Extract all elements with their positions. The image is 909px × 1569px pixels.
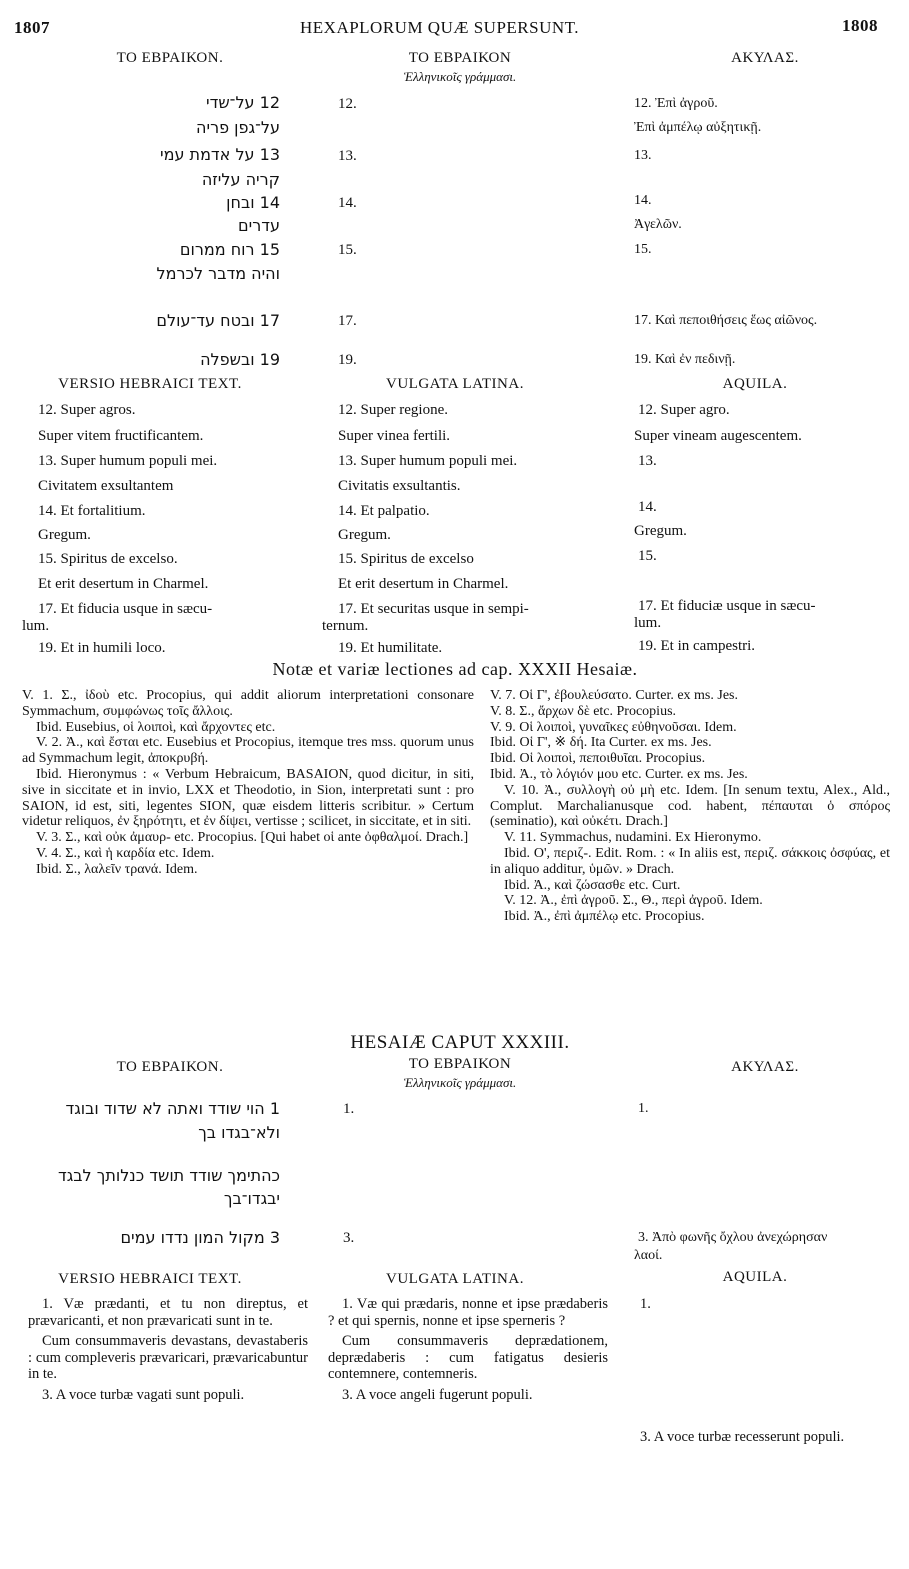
aquila-latin-column: [630, 1296, 898, 1449]
aquila-latin-line: 17. Et fiduciæ usque in sæcu-: [638, 598, 816, 614]
hebrew-line: קריה עליזה: [201, 170, 280, 189]
notes-right-column: [490, 688, 890, 925]
hebrew-line: ולא־בגדו בך: [198, 1123, 280, 1142]
middle-verse-number: 1.: [343, 1101, 355, 1117]
note-paragraph: V. 1. Σ., ἰδοὺ etc. Procopius, qui addit aliorum interpretationi consonare Symmachum, συμφώνως τοῖς ἄλλοις.: [22, 688, 474, 719]
col-subhead-hebrew-greek: Ἑλληνικοῖς γράμμασι.: [403, 69, 517, 84]
note-paragraph: V. 12. Ἀ., ἐπὶ ἀγροῦ. Σ., Θ., περὶ ἀγροῦ. Idem.: [504, 893, 763, 909]
hebrew-line: כהתימך שודד תושד כנלותך לבגד: [57, 1166, 280, 1185]
note-paragraph: Ibid. Οἱ Γ', ※ δή. Ita Curter. ex ms. Jes.: [490, 735, 712, 751]
note-paragraph: V. 2. Ἀ., καὶ ἔσται etc. Eusebius et Procopius, itemque tres mss. quorum unus ad Symmachum legit, ἀποκρυβή.: [22, 735, 474, 767]
col-subhead-hebrew-greek: Ἑλληνικοῖς γράμμασι.: [403, 1075, 517, 1090]
col-head-aquila: ΑΚΥΛΑΣ.: [731, 1059, 799, 1075]
aquila-line: 3. Ἀπὸ φωνῆς ὄχλου ἀνεχώρησαν: [638, 1230, 828, 1245]
vulgata-line: 13. Super humum populi mei.: [338, 453, 518, 469]
versio-line: 12. Super agros.: [38, 402, 136, 418]
note-paragraph: V. 7. Οἱ Γ', ἐβουλεύσατο. Curter. ex ms. Jes.: [490, 688, 738, 703]
col-head-hebrew: ΤΟ ΕΒΡΑΙΚΟΝ.: [116, 1059, 224, 1075]
note-paragraph: Ibid. Ἀ., ἐπὶ ἀμπέλῳ etc. Procopius.: [504, 909, 705, 925]
vulgata-line: 15. Spiritus de excelso: [338, 551, 474, 567]
note-paragraph: V. 10. Ἀ., συλλογὴ οὐ μὴ etc. Idem. [In senum textu, Alex., Ald., Complut. Marchalianusque cod. habent, πέπαυται ὁ σπόρος (seminatio), καὶ οὐκέτι. Drach.]: [490, 782, 890, 830]
notes-left-column: [22, 688, 474, 878]
note-paragraph: Ibid. Οἱ λοιποὶ, πεποιθυῖαι. Procopius.: [490, 751, 706, 767]
versio-line: Gregum.: [38, 527, 91, 543]
hebrew-line: עדרים: [238, 216, 280, 235]
aquila-latin-line: Gregum.: [634, 523, 687, 539]
aquila-latin-line: lum.: [634, 615, 662, 631]
vulgata-line: 19. Et humilitate.: [338, 640, 443, 656]
vulgata-paragraph: 3. A voce angeli fugerunt populi.: [342, 1386, 533, 1403]
vulgata-line: Super vinea fertili.: [338, 428, 451, 444]
hebrew-line: 14 ובחן: [226, 193, 280, 212]
aquila-line: Ἐπὶ ἀμπέλῳ αὐξητικῇ.: [634, 120, 762, 135]
note-paragraph: Ibid. O', περιζ-. Edit. Rom. : « In aliis est, περιζ. σάκκοις ὀσφύας, et in aliquo additur, ὑμῶν. » Drach.: [490, 845, 890, 877]
note-paragraph: Ibid. Ἀ., καὶ ζώσασθε etc. Curt.: [504, 877, 681, 893]
note-paragraph: V. 9. Οἱ λοιποὶ, γυναῖκες εὐθηνοῦσαι. Idem.: [490, 719, 737, 735]
hebrew-line: 3 מקול המון נדדו עמים: [120, 1228, 280, 1247]
note-paragraph: V. 8. Σ., ἄρχων δὲ etc. Procopius.: [490, 703, 677, 719]
hebrew-line: 13 על אדמת עמי: [160, 145, 280, 164]
versio-paragraph: Cum consummaveris devastans, devastaberis : cum compleveris prævaricari, prævaricabuntur in te.: [28, 1333, 308, 1382]
vulgata-line: Civitatis exsultantis.: [338, 478, 461, 494]
chapter-title: HESAIÆ CAPUT XXXIII.: [350, 1032, 570, 1053]
page-number-left: 1807: [14, 18, 50, 37]
vulgata-paragraph: Cum consummaveris deprædationem, deprædaberis : cum fatigatus desieris contemnere, contemneris.: [328, 1333, 608, 1382]
aquila-latin-line: 13.: [638, 453, 657, 469]
middle-verse-number: 19.: [338, 352, 357, 368]
hebrew-line: על־גפן פריה: [196, 118, 280, 137]
middle-verse-number: 3.: [343, 1230, 355, 1246]
hebrew-line: 1 הוי שודד ואתה לא שדוד ובוגד: [65, 1099, 280, 1118]
aquila-latin-line: Super vineam augescentem.: [634, 428, 802, 444]
aquila-line: 19. Καὶ ἐν πεδινῇ.: [634, 352, 736, 367]
note-paragraph: V. 4. Σ., καὶ ἡ καρδία etc. Idem.: [36, 845, 215, 861]
vulgata-line: Gregum.: [338, 527, 391, 543]
aquila-latin-head: AQUILA.: [722, 1269, 788, 1285]
note-paragraph: V. 11. Symmachus, nudamini. Ex Hieronymo.: [504, 830, 762, 846]
vulgata-column: [328, 1296, 608, 1407]
vulgata-line: 14. Et palpatio.: [338, 503, 430, 519]
versio-line: Et erit desertum in Charmel.: [38, 576, 209, 592]
aquila-line: 17. Καὶ πεποιθήσεις ἕως αἰῶνος.: [634, 313, 818, 328]
versio-line: 13. Super humum populi mei.: [38, 453, 218, 469]
col-head-aquila: ΑΚΥΛΑΣ.: [731, 50, 799, 66]
hebrew-line: 12 על־שדי: [206, 93, 280, 112]
col-head-hebrew-greek: ΤΟ ΕΒΡΑΙΚΟΝ: [408, 1056, 512, 1072]
versio-paragraph: 1. Væ prædanti, et tu non direptus, et prævaricanti, et non prævaricati sunt in te.: [28, 1296, 308, 1329]
hebrew-line: והיה מדבר לכרמל: [156, 264, 280, 283]
vulgata-head: VULGATA LATINA.: [386, 376, 524, 392]
note-paragraph: Ibid. Eusebius, οἱ λοιποὶ, καὶ ἄρχοντες etc.: [36, 719, 276, 735]
col-head-hebrew-greek: ΤΟ ΕΒΡΑΙΚΟΝ: [408, 50, 512, 66]
vulgata-line: ternum.: [322, 618, 369, 634]
aquila-line: 12. Ἐπὶ ἀγροῦ.: [634, 96, 718, 111]
aquila-line: 1.: [638, 1101, 649, 1116]
hebrew-line: 15 רוח ממרום: [179, 240, 280, 259]
running-title: HEXAPLORUM QUÆ SUPERSUNT.: [300, 18, 580, 37]
hebrew-line: 19 ובשפלה: [200, 350, 280, 369]
aquila-latin-head: AQUILA.: [722, 376, 788, 392]
versio-line: Super vitem fructificantem.: [38, 428, 204, 444]
middle-verse-number: 14.: [338, 195, 357, 211]
vulgata-paragraph: 1. Væ qui prædaris, nonne et ipse prædaberis ? et qui spernis, nonne et ipse sperneris ?: [328, 1296, 608, 1329]
aquila-latin-paragraph: 1.: [640, 1296, 651, 1312]
vulgata-line: Et erit desertum in Charmel.: [338, 576, 509, 592]
note-paragraph: Ibid. Hieronymus : « Verbum Hebraicum, BASAION, quod dicitur, in siti, sive in siccitate et in invio, LXX et Theodotio, in Sion, interpretati sunt : pro SAION, id est, siti, legentes SION, quæ eisdem litteris scribitur. » Certum videtur reliquos, ἐν ξηρότητι, et ἐν δίψει, vertisse ; scilicet, in siccitate, et in siti.: [22, 766, 474, 830]
middle-verse-number: 13.: [338, 148, 357, 164]
versio-line: 17. Et fiducia usque in sæcu-: [38, 601, 213, 617]
versio-column: [28, 1296, 308, 1407]
note-paragraph: V. 3. Σ., καὶ οὐκ ἀμαυρ- etc. Procopius. [Qui habet οἱ ante ὀφθαλμοί. Drach.]: [36, 830, 469, 846]
col-head-hebrew: ΤΟ ΕΒΡΑΙΚΟΝ.: [116, 50, 224, 66]
versio-line: Civitatem exsultantem: [38, 478, 174, 494]
vulgata-head: VULGATA LATINA.: [386, 1271, 524, 1287]
aquila-latin-line: 12. Super agro.: [638, 402, 730, 418]
aquila-line: 14.: [634, 193, 652, 208]
aquila-latin-line: 14.: [638, 499, 657, 515]
middle-verse-number: 17.: [338, 313, 357, 329]
middle-verse-number: 15.: [338, 242, 357, 258]
versio-line: 19. Et in humili loco.: [38, 640, 166, 656]
aquila-line: λαοί.: [634, 1248, 663, 1263]
aquila-latin-paragraph: 3. A voce turbæ recesserunt populi.: [640, 1428, 845, 1445]
versio-head: VERSIO HEBRAICI TEXT.: [58, 1271, 242, 1287]
versio-line: 15. Spiritus de excelso.: [38, 551, 178, 567]
vulgata-line: 17. Et securitas usque in sempi-: [338, 601, 529, 617]
versio-head: VERSIO HEBRAICI TEXT.: [58, 376, 242, 392]
note-paragraph: Ibid. Ἀ., τὸ λόγιόν μου etc. Curter. ex ms. Jes.: [490, 766, 748, 782]
aquila-line: Ἀγελῶν.: [634, 217, 682, 232]
versio-line: 14. Et fortalitium.: [38, 503, 146, 519]
notes-title: Notæ et variæ lectiones ad cap. XXXII Hesaiæ.: [272, 659, 638, 679]
aquila-line: 15.: [634, 242, 652, 257]
hebrew-line: יבגדו־בך: [223, 1189, 280, 1208]
middle-verse-number: 12.: [338, 96, 357, 112]
versio-line: lum.: [22, 618, 50, 634]
aquila-latin-line: 15.: [638, 548, 657, 564]
aquila-line: 13.: [634, 148, 652, 163]
versio-paragraph: 3. A voce turbæ vagati sunt populi.: [42, 1386, 245, 1403]
page-number-right: 1808: [842, 16, 878, 35]
hebrew-line: 17 ובטח עד־עולם: [156, 311, 280, 330]
aquila-latin-line: 19. Et in campestri.: [638, 638, 756, 654]
vulgata-line: 12. Super regione.: [338, 402, 448, 418]
note-paragraph: Ibid. Σ., λαλεῖν τρανά. Idem.: [36, 861, 198, 877]
